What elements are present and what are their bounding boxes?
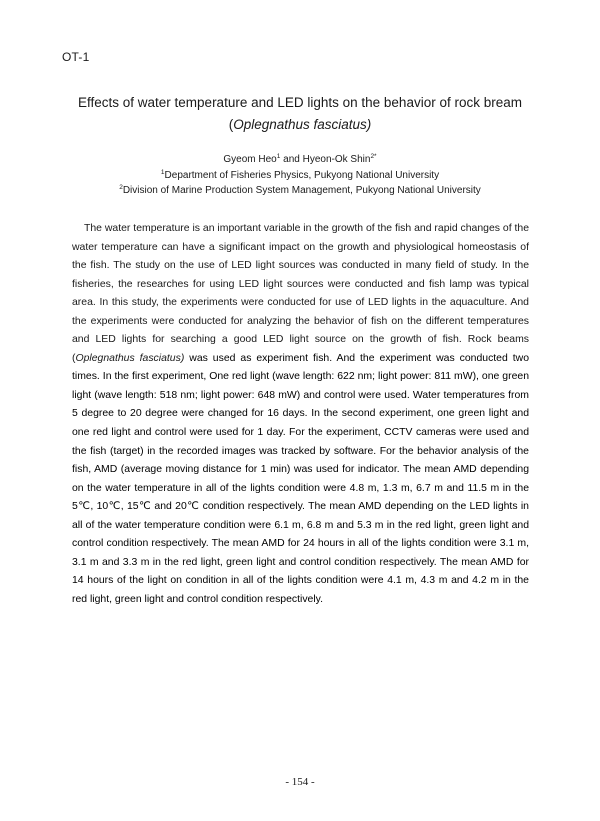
abstract-paragraph	[72, 220, 529, 609]
title-scientific-name: Oplegnathus fasciatus)	[233, 117, 372, 132]
title-line-1: Effects of water temperature and LED lights on the behavior of rock bream	[78, 95, 522, 110]
title-open-paren: (	[228, 117, 234, 132]
author-line	[40, 152, 560, 168]
affiliation-2-text: Division of Marine Production System Management, Pukyong National University	[122, 185, 481, 196]
affiliation-1-text: Department of Fisheries Physics, Pukyong National University	[164, 169, 440, 181]
author-1-name: Gyeom Heo	[223, 154, 277, 165]
abstract-scientific-name: Oplegnathus fasciatus)	[75, 352, 185, 364]
affiliation-2	[40, 183, 560, 199]
author-connector: and	[280, 154, 303, 165]
paper-title	[40, 92, 560, 136]
paper-code: OT-1	[62, 50, 90, 64]
page-number: - 154 -	[285, 776, 315, 788]
abstract-part-2: was used as experiment fish. And the experiment was conducted two times. In the first experiment, One red light (wave length: 622 nm; light power: 811 mW), one green light (wave length: 518 nm; light power: 648 mW) and control were used. Water temperatures from 5 degree to 20 degree were changed for 16 days. In the second experiment, one green light and one red light and control were used for 1 day. For the experiment, CCTV cameras were used and the fish (target) in the recorded images was tracked by software. For the behavior analysis of the fish, AMD (average moving distance for 1 min) was used for indicator. The mean AMD depending on the water temperature in all of the lights condition were 4.8 m, 1.3 m, 6.7 m and 11.5 m in the 5℃, 10℃, 15℃ and 20℃ condition respectively. The mean AMD depending on the LED lights in all of the water temperature condition were 6.1 m, 6.8 m and 5.3 m in the red light, green light and control condition respectively. The mean AMD for 24 hours in all of the lights condition were 3.1 m, 3.1 m and 3.3 m in the red light, green light and control condition respectively. The mean AMD for 14 hours of the light on condition in all of the lights condition were 4.1 m, 4.3 m and 4.2 m in the red light, green light and control condition respectively.	[72, 352, 529, 605]
affiliation-2-sup: 2	[119, 184, 123, 191]
affiliation-1-sup: 1	[160, 168, 165, 176]
abstract-part-1: The water temperature is an important variable in the growth of the fish and rapid changes of the water temperature can have a significant impact on the growth and physiological homeostasis of the fish. The study on the use of LED light sources was conducted in many field of study. In the fisheries, the researches for using LED light sources were conducted and fish lamp was typical area. In this study, the experiments were conducted for use of LED lights in the aquaculture. And the experiments were conducted for analyzing the behavior of fish on the different temperatures and LED lights for searching a good LED light source on the growth of fish. Rock beams (	[72, 223, 530, 364]
author-1-sup: 1	[276, 153, 281, 160]
affiliation-1	[40, 168, 560, 184]
author-2-sup: 2*	[370, 153, 377, 160]
author-2-name: Hyeon-Ok Shin	[302, 154, 371, 165]
author-block	[40, 152, 560, 199]
